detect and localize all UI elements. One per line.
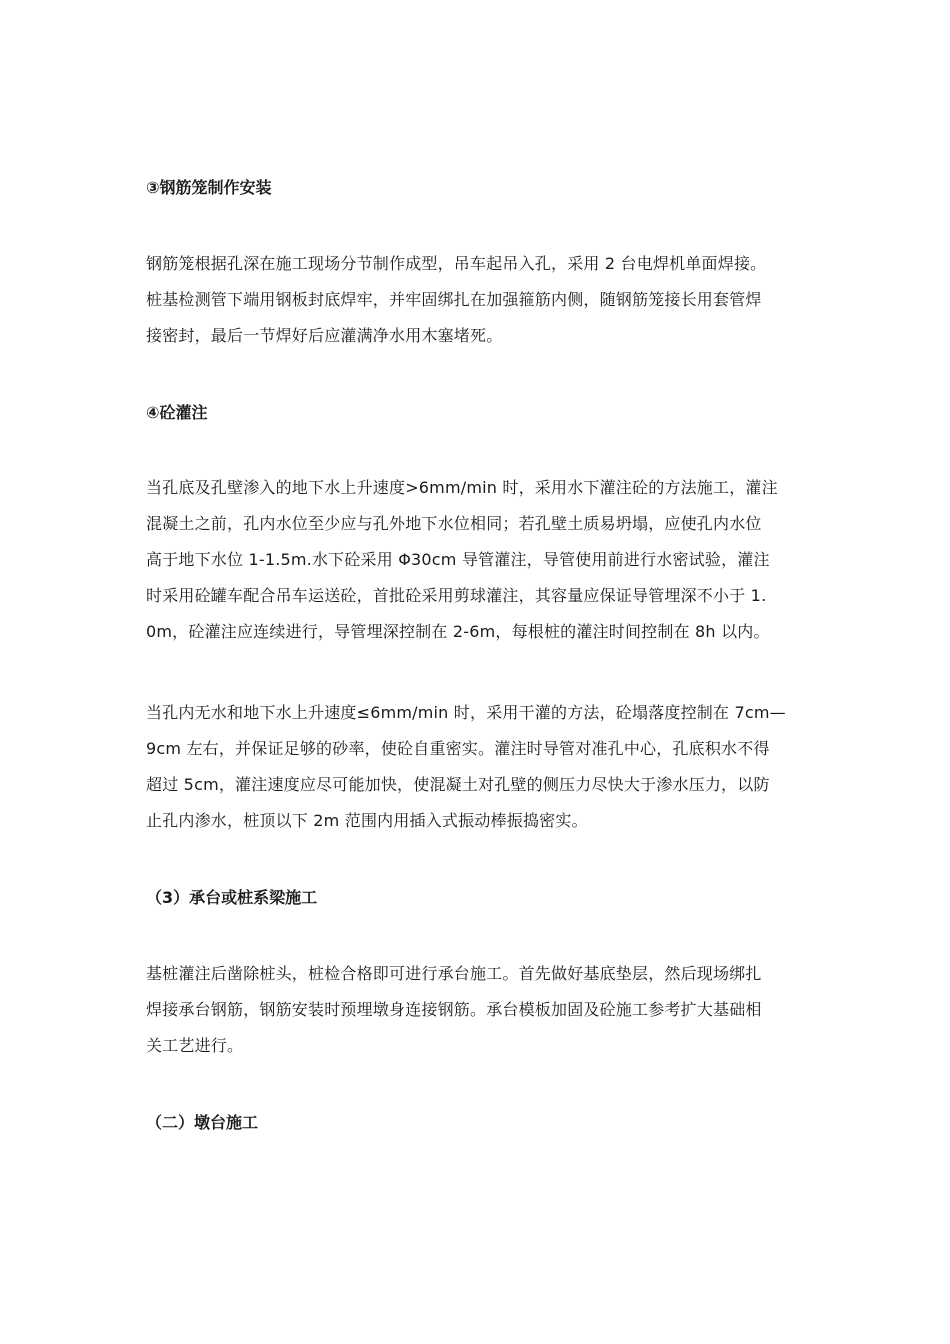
paragraph-dry-pouring xyxy=(146,695,786,839)
section-heading-pier-construction: （二）墩台施工 xyxy=(146,1113,259,1132)
paragraph-pile-cap xyxy=(146,956,762,1064)
text-line: 当孔底及孔壁渗入的地下水上升速度>6mm/min 时，采用水下灌注砼的方法施工，灌注 xyxy=(146,478,778,497)
text-line: 基桩灌注后凿除桩头，桩检合格即可进行承台施工。首先做好基底垫层，然后现场绑扎 xyxy=(146,964,762,983)
text-line: 9cm 左右，并保证足够的砂率，使砼自重密实。灌注时导管对准孔中心，孔底积水不得 xyxy=(146,739,770,758)
text-line: 当孔内无水和地下水上升速度≤6mm/min 时，采用干灌的方法，砼塌落度控制在 7cm— xyxy=(146,703,786,722)
text-line: 超过 5cm，灌注速度应尽可能加快，使混凝土对孔壁的侧压力尽快大于渗水压力，以防 xyxy=(146,775,770,794)
text-line: 桩基检测管下端用钢板封底焊牢，并牢固绑扎在加强箍筋内侧，随钢筋笼接长用套管焊 xyxy=(146,290,762,309)
section-heading-concrete-pouring: ④砼灌注 xyxy=(146,403,208,422)
text-line: 时采用砼罐车配合吊车运送砼，首批砼采用剪球灌注，其容量应保证导管埋深不小于 1. xyxy=(146,586,767,605)
paragraph-rebar-cage xyxy=(146,246,766,354)
text-line: 关工艺进行。 xyxy=(146,1036,244,1055)
section-heading-rebar-cage: ③钢筋笼制作安装 xyxy=(146,178,272,197)
text-line: 0m，砼灌注应连续进行，导管埋深控制在 2-6m，每根桩的灌注时间控制在 8h 以内。 xyxy=(146,622,770,641)
text-line: 钢筋笼根据孔深在施工现场分节制作成型，吊车起吊入孔，采用 2 台电焊机单面焊接。 xyxy=(146,254,767,273)
text-line: 接密封，最后一节焊好后应灌满净水用木塞堵死。 xyxy=(146,326,503,345)
text-line: 止孔内渗水，桩顶以下 2m 范围内用插入式振动棒振捣密实。 xyxy=(146,811,588,830)
section-heading-pile-cap: （3）承台或桩系梁施工 xyxy=(146,888,318,907)
text-line: 高于地下水位 1-1.5m.水下砼采用 Φ30cm 导管灌注，导管使用前进行水密试验，灌注 xyxy=(146,550,770,569)
paragraph-underwater-pouring xyxy=(146,470,778,650)
text-line: 焊接承台钢筋，钢筋安装时预埋墩身连接钢筋。承台模板加固及砼施工参考扩大基础相 xyxy=(146,1000,762,1019)
text-line: 混凝土之前，孔内水位至少应与孔外地下水位相同；若孔壁土质易坍塌，应使孔内水位 xyxy=(146,514,762,533)
